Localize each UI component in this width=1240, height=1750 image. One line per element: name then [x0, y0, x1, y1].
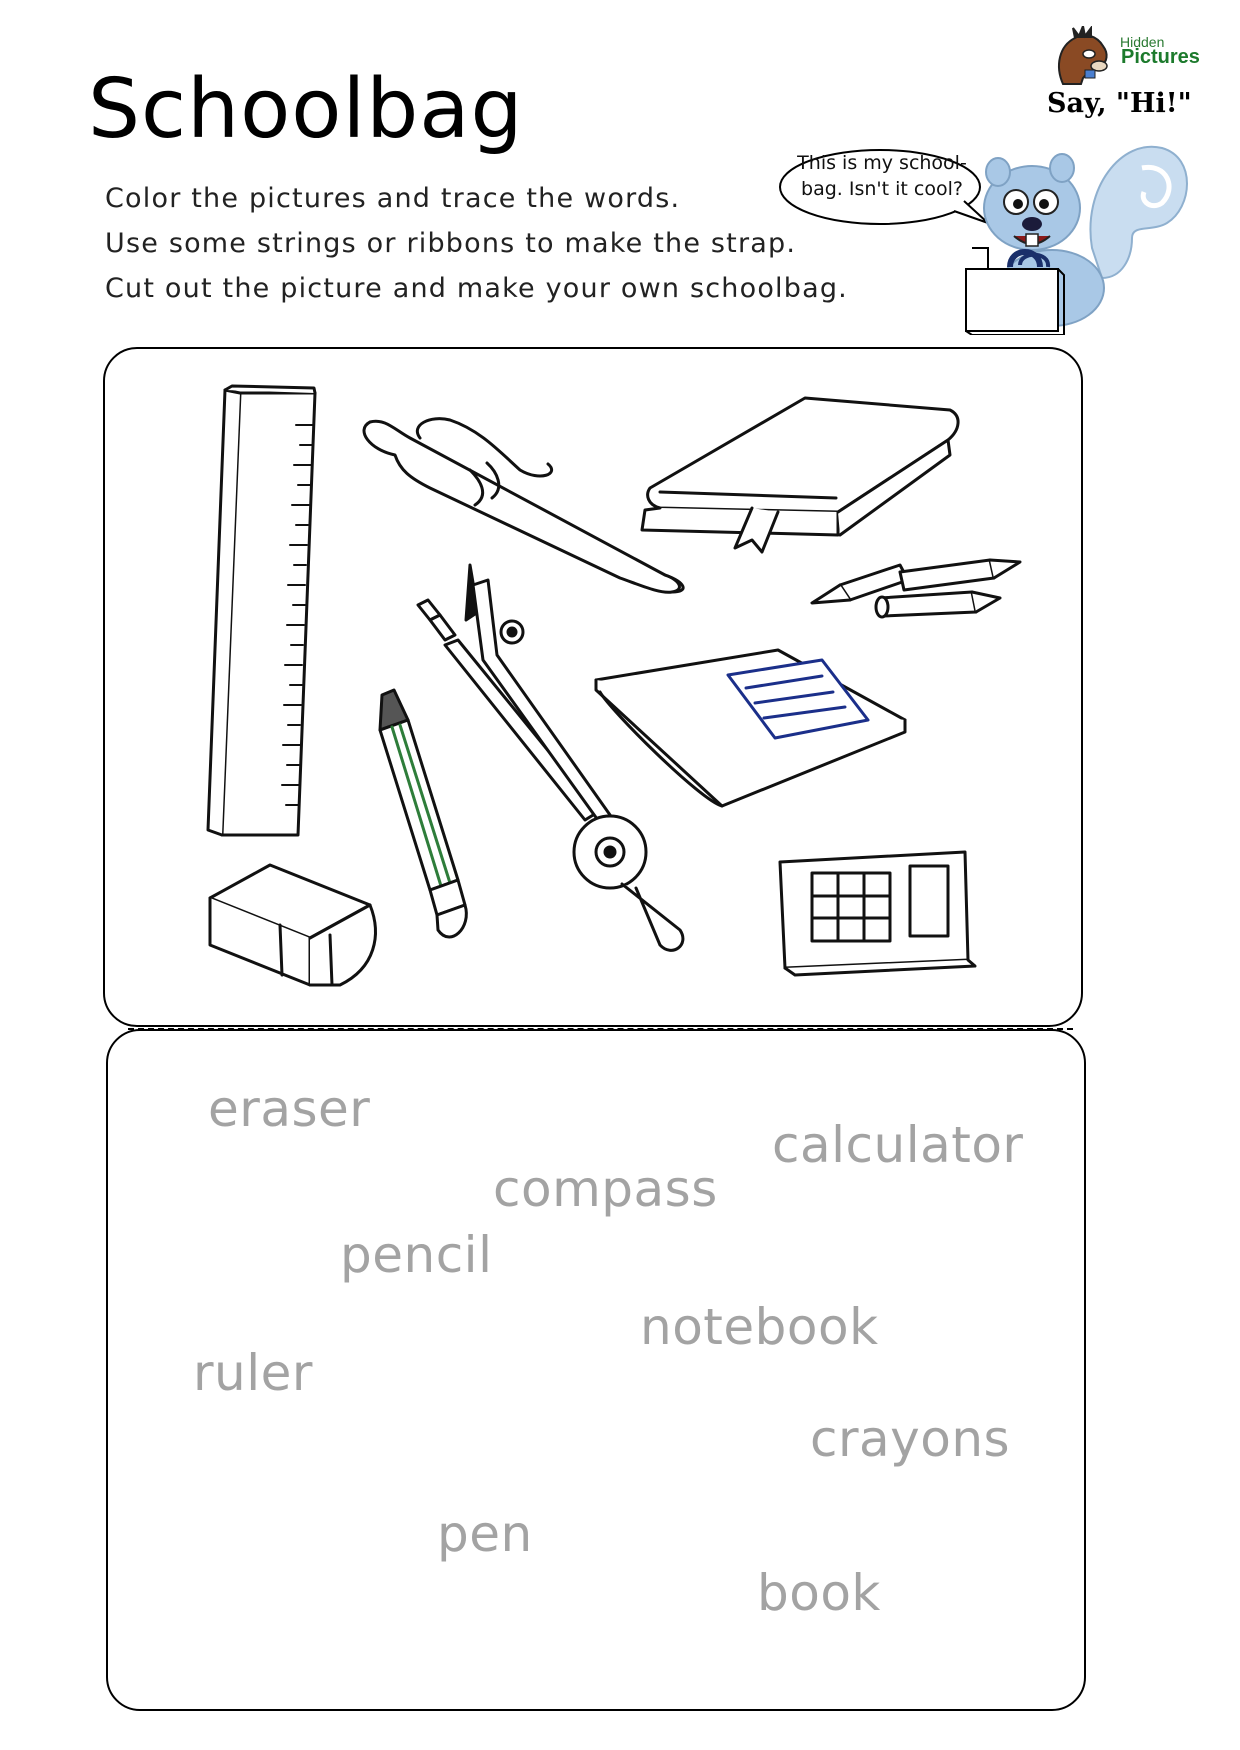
- trace-word-pen: pen: [437, 1505, 533, 1563]
- trace-word-ruler: ruler: [193, 1344, 313, 1402]
- logo-text-hidden: Hidden: [1120, 34, 1165, 50]
- instruction-line: Use some strings or ribbons to make the strap.: [105, 228, 797, 259]
- page-title: Schoolbag: [88, 62, 524, 157]
- trace-word-notebook: notebook: [640, 1298, 879, 1356]
- trace-word-compass: compass: [493, 1160, 718, 1218]
- speech-line: This is my school-: [797, 152, 967, 174]
- eraser-icon: [210, 865, 375, 985]
- logo-text-pictures: Pictures: [1121, 46, 1200, 68]
- book-icon: [642, 398, 958, 552]
- pencil-icon: [380, 690, 466, 937]
- crayons-icon: [812, 560, 1020, 617]
- instruction-line: Color the pictures and trace the words.: [105, 183, 681, 214]
- calculator-icon: [780, 852, 975, 975]
- trace-word-calculator: calculator: [772, 1116, 1024, 1174]
- trace-word-eraser: eraser: [208, 1080, 371, 1138]
- pen-icon: [364, 419, 683, 593]
- speech-line: bag. Isn't it cool?: [801, 178, 963, 200]
- instruction-line: Cut out the picture and make your own schoolbag.: [105, 273, 848, 304]
- trace-word-crayons: crayons: [810, 1410, 1011, 1468]
- ruler-icon: [208, 386, 315, 835]
- notebook-icon: [596, 650, 905, 806]
- trace-word-pencil: pencil: [340, 1226, 493, 1284]
- trace-word-book: book: [757, 1564, 881, 1622]
- logo-slogan: Say, "Hi!": [1047, 88, 1192, 119]
